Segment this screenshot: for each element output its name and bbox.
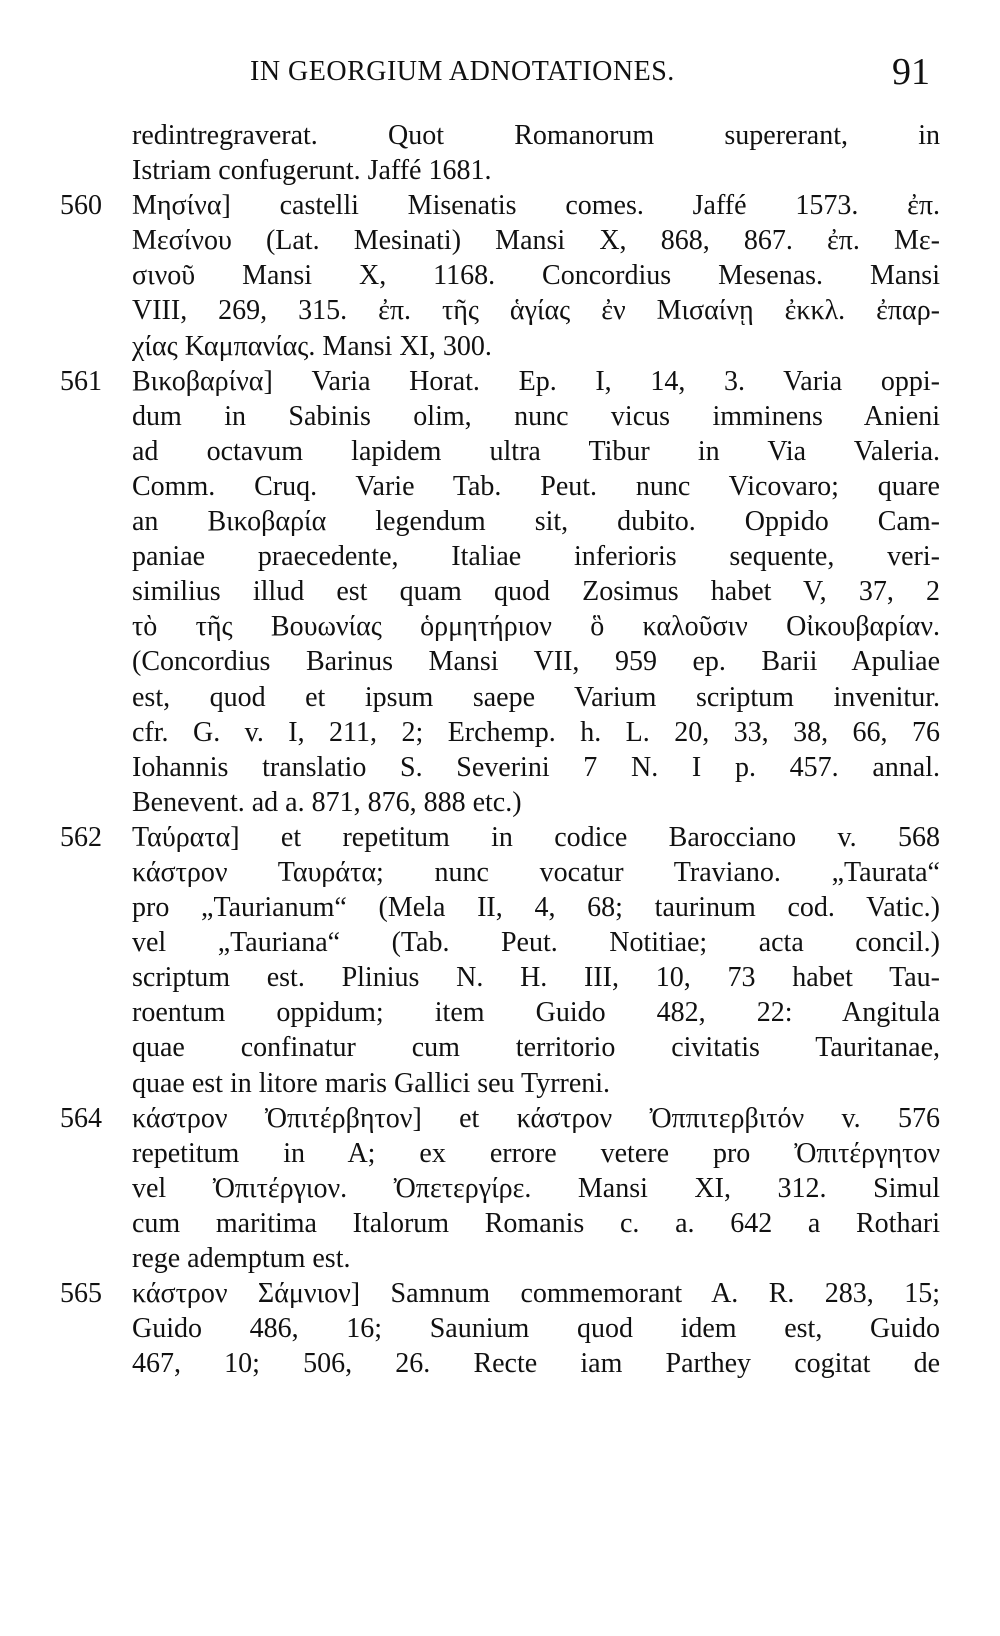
page-number: 91 <box>892 51 930 93</box>
annotation-line <box>60 118 940 153</box>
annotation-line <box>60 609 940 644</box>
annotation-line <box>60 995 940 1030</box>
line-text: vel Ὀπιτέργιον. Ὀπετεργίρε. Mansi XI, 312. Simul <box>132 1172 940 1204</box>
line-text: Guido 486, 16; Saunium quod idem est, Guido <box>132 1313 940 1345</box>
line-text: 467, 10; 506, 26. Recte iam Parthey cogitat de <box>132 1348 940 1380</box>
verse-number: 565 <box>60 1278 102 1310</box>
line-text: χίας Καμπανίας. Mansi XI, 300. <box>132 330 492 362</box>
line-text: redintregraverat. Quot Romanorum supererant, in <box>132 120 940 151</box>
line-text: κάστρον Σάμνιον] Samnum commemorant A. R. 283, 15; <box>132 1278 940 1310</box>
line-text: κάστρον Ταυράτα; nunc vocatur Traviano. „Taurata“ <box>132 856 940 888</box>
line-text: Ταύρατα] et repetitum in codice Barocciano v. 568 <box>132 821 940 853</box>
annotation-line <box>60 925 940 960</box>
line-text: scriptum est. Plinius N. H. III, 10, 73 habet Tau- <box>132 962 940 994</box>
annotation-line <box>60 539 940 574</box>
line-text: Μεσίνου (Lat. Mesinati) Mansi X, 868, 867. ἐπ. Με- <box>132 225 940 257</box>
annotation-line <box>60 1346 940 1381</box>
verse-number: 562 <box>60 821 102 853</box>
verse-number: 560 <box>60 190 102 222</box>
line-text: repetitum in A; ex errore vetere pro Ὀπιτέργητον <box>132 1137 940 1169</box>
verse-number: 564 <box>60 1102 102 1134</box>
line-text: quae est in litore maris Gallici seu Tyrreni. <box>132 1067 611 1099</box>
annotation-line <box>60 1206 940 1241</box>
line-text: τὸ τῆς Βουωνίας ὁρμητήριον ὃ καλοῦσιν Οἰκουβαρίαν. <box>132 611 940 643</box>
annotation-line <box>60 329 940 364</box>
line-text: ad octavum lapidem ultra Tibur in Via Valeria. <box>132 435 940 467</box>
line-text: est, quod et ipsum saepe Varium scriptum invenitur. <box>132 681 940 713</box>
annotation-line-numbered <box>60 1276 940 1311</box>
line-text: Iohannis translatio S. Severini 7 N. I p. 457. annal. <box>132 751 940 783</box>
line-text: dum in Sabinis olim, nunc vicus imminens Anieni <box>132 400 940 432</box>
line-text: cum maritima Italorum Romanis c. a. 642 a Rothari <box>132 1207 940 1239</box>
line-text: σινοῦ Mansi X, 1168. Concordius Mesenas. Mansi <box>132 260 940 292</box>
annotation-line <box>60 153 940 188</box>
annotation-line <box>60 504 940 539</box>
line-text: Μησίνα] castelli Misenatis comes. Jaffé 1573. ἐπ. <box>132 190 940 222</box>
line-text: cfr. G. v. I, 211, 2; Erchemp. h. L. 20, 33, 38, 66, 76 <box>132 716 940 748</box>
annotation-line <box>60 855 940 890</box>
annotation-line <box>60 750 940 785</box>
running-header <box>250 50 930 100</box>
line-text: rege ademptum est. <box>132 1243 351 1274</box>
annotation-line <box>60 680 940 715</box>
annotation-line <box>60 1241 940 1276</box>
annotation-line-numbered <box>60 820 940 855</box>
annotation-line <box>60 1171 940 1206</box>
line-text: roentum oppidum; item Guido 482, 22: Angitula <box>132 997 940 1029</box>
line-text: Benevent. ad a. 871, 876, 888 etc.) <box>132 786 522 818</box>
line-text: Comm. Cruq. Varie Tab. Peut. nunc Vicovaro; quare <box>132 470 940 502</box>
line-text: κάστρον Ὀπιτέρβητον] et κάστρον Ὀππιτερβιτόν v. 576 <box>132 1102 940 1134</box>
line-text: vel „Tauriana“ (Tab. Peut. Notitiae; acta concil.) <box>132 927 940 959</box>
annotation-line <box>60 434 940 469</box>
running-title: IN GEORGIUM ADNOTATIONES. <box>250 56 675 87</box>
verse-number: 561 <box>60 365 102 397</box>
annotation-line <box>60 1066 940 1101</box>
annotation-line <box>60 644 940 679</box>
annotation-line <box>60 715 940 750</box>
annotation-line-numbered <box>60 1101 940 1136</box>
line-text: paniae praecedente, Italiae inferioris sequente, veri- <box>132 541 940 573</box>
annotation-line <box>60 1311 940 1346</box>
line-text: (Concordius Barinus Mansi VII, 959 ep. Barii Apuliae <box>132 646 940 678</box>
line-text: VIII, 269, 315. ἐπ. τῆς ἁγίας ἐν Μισαίνῃ ἐκκλ. ἐπαρ- <box>132 295 940 327</box>
annotation-line <box>60 1136 940 1171</box>
annotation-line <box>60 293 940 328</box>
line-text: Istriam confugerunt. Jaffé 1681. <box>132 155 492 187</box>
annotation-line <box>60 574 940 609</box>
annotation-line <box>60 785 940 820</box>
line-text: similius illud est quam quod Zosimus habet V, 37, 2 <box>132 576 940 608</box>
annotation-line-numbered <box>60 364 940 399</box>
annotation-line-numbered <box>60 188 940 223</box>
annotation-text <box>60 118 940 1381</box>
annotation-line <box>60 890 940 925</box>
annotation-line <box>60 399 940 434</box>
annotation-line <box>60 258 940 293</box>
line-text: Βικοβαρίνα] Varia Horat. Ep. I, 14, 3. Varia oppi- <box>132 365 940 397</box>
line-text: pro „Taurianum“ (Mela II, 4, 68; taurinum cod. Vatic.) <box>132 892 940 924</box>
annotation-line <box>60 1030 940 1065</box>
line-text: quae confinatur cum territorio civitatis Tauritanae, <box>132 1032 940 1064</box>
annotation-line <box>60 469 940 504</box>
line-text: an Βικοβαρία legendum sit, dubito. Oppido Cam- <box>132 506 940 538</box>
annotation-line <box>60 960 940 995</box>
annotation-line <box>60 223 940 258</box>
